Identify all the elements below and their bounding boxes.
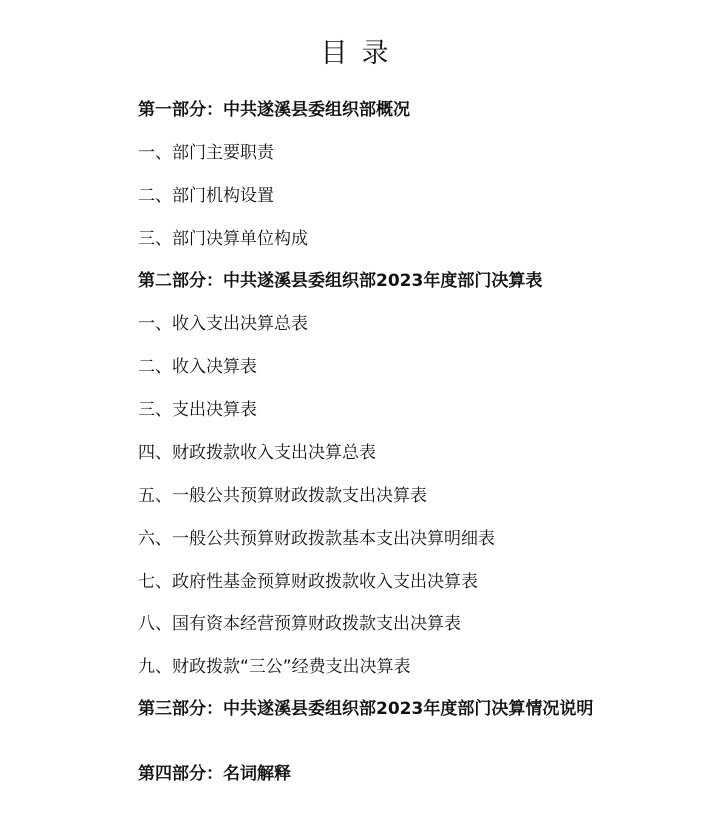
toc-item: 一、部门主要职责 xyxy=(138,143,274,163)
toc-item: 三、支出决算表 xyxy=(138,400,257,420)
toc-item: 九、财政拨款“三公”经费支出决算表 xyxy=(138,657,411,677)
toc-item: 三、部门决算单位构成 xyxy=(138,229,308,249)
part3-heading: 第三部分：中共遂溪县委组织部2023年度部门决算情况说明 xyxy=(138,699,594,719)
toc-item: 二、部门机构设置 xyxy=(138,186,274,206)
toc-item: 二、收入决算表 xyxy=(138,357,257,377)
page-title: 目录 xyxy=(320,38,403,69)
toc-item: 六、一般公共预算财政拨款基本支出决算明细表 xyxy=(138,529,495,549)
part4-heading: 第四部分：名词解释 xyxy=(138,764,291,784)
toc-item: 八、国有资本经营预算财政拨款支出决算表 xyxy=(138,614,461,634)
toc-item: 五、一般公共预算财政拨款支出决算表 xyxy=(138,486,427,506)
toc-item: 一、收入支出决算总表 xyxy=(138,314,308,334)
part2-heading: 第二部分：中共遂溪县委组织部2023年度部门决算表 xyxy=(138,271,543,291)
toc-item: 七、政府性基金预算财政拨款收入支出决算表 xyxy=(138,572,478,592)
part1-heading: 第一部分：中共遂溪县委组织部概况 xyxy=(138,100,410,120)
toc-item: 四、财政拨款收入支出决算总表 xyxy=(138,443,376,463)
